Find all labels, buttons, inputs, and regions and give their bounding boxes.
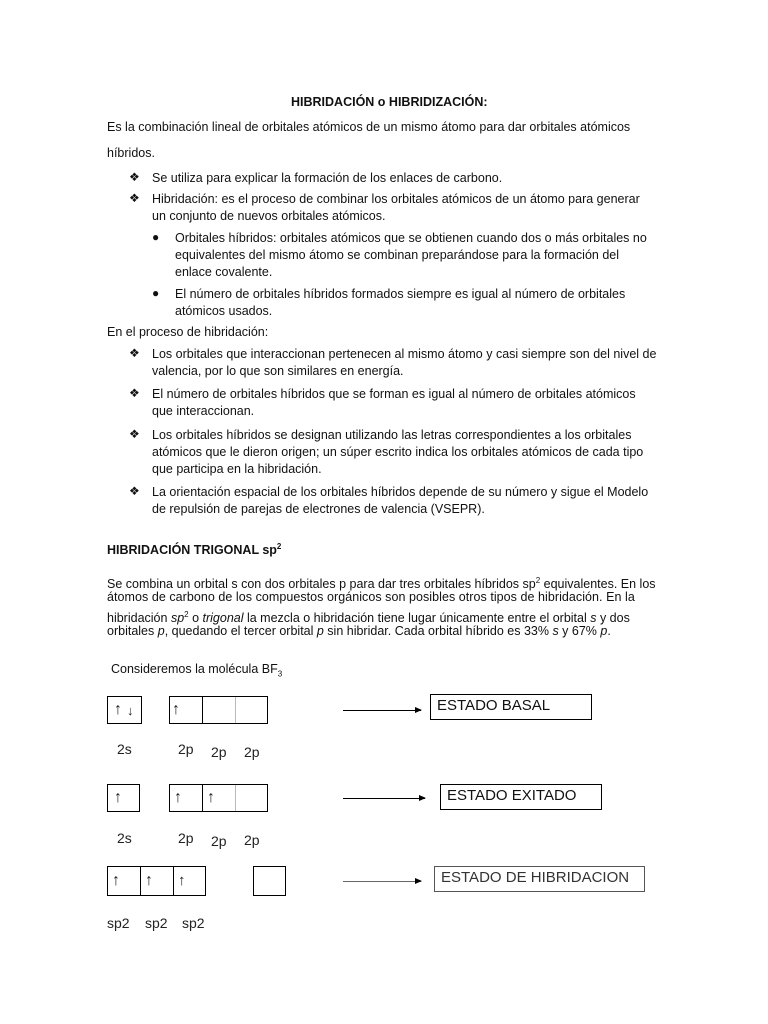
orbital-cell bbox=[170, 697, 203, 723]
para-line-3: hibridación $sp^2$ o trigonal la mezcla o hibridación tiene lugar únicamente entre el orbital s y dos bbox=[107, 610, 630, 626]
orbital-label: 2p bbox=[211, 744, 227, 760]
orbital-label: sp2 bbox=[145, 915, 168, 931]
electron-up-icon: ↑ bbox=[114, 701, 122, 718]
orbital-cell bbox=[203, 785, 236, 811]
electron-down-icon: ↓ bbox=[127, 703, 134, 718]
subbullet-text: equivalentes del mismo átomo se combinan preparándose para la formación del bbox=[175, 248, 620, 262]
bullet-text: que participa en la hibridación. bbox=[152, 462, 322, 476]
arrow-right-icon bbox=[343, 798, 425, 799]
orbital-cell bbox=[174, 867, 207, 895]
orbital-label: 2s bbox=[117, 741, 132, 757]
electron-up-icon: ↑ bbox=[174, 789, 182, 806]
orbital-label: sp2 bbox=[182, 915, 205, 931]
bullet-text: Los orbitales que interaccionan pertenecen al mismo átomo y casi siempre son del nivel de bbox=[152, 347, 657, 361]
state-label: ESTADO BASAL bbox=[430, 694, 592, 720]
subbullet-text: enlace covalente. bbox=[175, 265, 273, 279]
subbullet-text: El número de orbitales híbridos formados siempre es igual al número de orbitales bbox=[175, 287, 626, 301]
orbital-cell bbox=[203, 697, 236, 723]
intro-line-1: Es la combinación lineal de orbitales atómicos de un mismo átomo para dar orbitales atómicos bbox=[107, 120, 631, 134]
bullet-text: Los orbitales híbridos se designan utilizando las letras correspondientes a los orbitales bbox=[152, 428, 632, 442]
diamond-bullet-icon: ❖ bbox=[129, 386, 140, 400]
para-line-4: orbitales p, quedando el tercer orbital p sin hibridar. Cada orbital híbrido es 33% s y 67% p. bbox=[107, 624, 611, 638]
process-heading: En el proceso de hibridación: bbox=[107, 325, 269, 339]
bullet-text: Hibridación: es el proceso de combinar los orbitales atómicos de un átomo para generar bbox=[152, 192, 640, 206]
orbital-label: 2s bbox=[117, 830, 132, 846]
electron-up-icon: ↑ bbox=[112, 872, 120, 889]
subbullet-text: atómicos usados. bbox=[175, 304, 273, 318]
orbital-box-2s bbox=[107, 784, 140, 812]
electron-up-icon: ↑ bbox=[145, 872, 153, 889]
electron-up-icon: ↑ bbox=[172, 701, 180, 718]
orbital-label: 2p bbox=[178, 830, 194, 846]
bullet-text: un conjunto de nuevos orbitales atómicos. bbox=[152, 209, 386, 223]
diamond-bullet-icon: ❖ bbox=[129, 170, 140, 184]
electron-up-icon: ↑ bbox=[178, 872, 186, 889]
para-line-1: Se combina un orbital s con dos orbitales p para dar tres orbitales híbridos $sp^2$ equivalentes. En los bbox=[107, 576, 656, 592]
bullet-text: valencia, por lo que son similares en energía. bbox=[152, 364, 404, 378]
electron-up-icon: ↑ bbox=[114, 789, 122, 806]
page-title: HIBRIDACIÓN o HIBRIDIZACIÓN: bbox=[291, 95, 488, 109]
diamond-bullet-icon: ❖ bbox=[129, 427, 140, 441]
orbital-cell bbox=[236, 697, 269, 723]
orbital-label: 2p bbox=[178, 741, 194, 757]
orbital-label: 2p bbox=[211, 833, 227, 849]
diamond-bullet-icon: ❖ bbox=[129, 346, 140, 360]
molecule-line: Consideremos la molécula $BF_3$ bbox=[111, 662, 283, 679]
orbital-cell bbox=[141, 867, 174, 895]
state-label: ESTADO DE HIBRIDACION bbox=[434, 866, 645, 892]
orbital-box-sp2 bbox=[107, 866, 206, 896]
orbital-box-2p bbox=[169, 696, 268, 724]
orbital-cell bbox=[170, 785, 203, 811]
bullet-text: La orientación espacial de los orbitales híbridos depende de su número y sigue el Modelo bbox=[152, 485, 649, 499]
arrow-right-icon bbox=[343, 710, 421, 711]
para-line-2: átomos de carbono de los compuestos orgánicos son posibles otros tipos de hibridación. En la bbox=[107, 590, 635, 604]
orbital-label: 2p bbox=[244, 832, 260, 848]
dot-bullet-icon: ● bbox=[152, 230, 160, 244]
diamond-bullet-icon: ❖ bbox=[129, 191, 140, 205]
subbullet-text: Orbitales híbridos: orbitales atómicos que se obtienen cuando dos o más orbitales no bbox=[175, 231, 647, 245]
diamond-bullet-icon: ❖ bbox=[129, 484, 140, 498]
orbital-cell bbox=[108, 867, 141, 895]
state-label: ESTADO EXITADO bbox=[440, 784, 602, 810]
electron-up-icon: ↑ bbox=[207, 789, 215, 806]
orbital-box-2p bbox=[169, 784, 268, 812]
bullet-text: de repulsión de parejas de electrones de valencia (VSEPR). bbox=[152, 502, 485, 516]
orbital-box-2s bbox=[107, 696, 142, 724]
orbital-box-2p bbox=[253, 866, 286, 896]
dot-bullet-icon: ● bbox=[152, 286, 160, 300]
bullet-text: que interaccionan. bbox=[152, 404, 255, 418]
bullet-text: atómicos que le dieron origen; un súper escrito indica los orbitales atómicos de cada tipo bbox=[152, 445, 644, 459]
orbital-label: 2p bbox=[244, 744, 260, 760]
intro-line-2: híbridos. bbox=[107, 146, 155, 160]
bullet-text: El número de orbitales híbridos que se forman es igual al número de orbitales atómicos bbox=[152, 387, 636, 401]
trigonal-heading: HIBRIDACIÓN TRIGONAL $sp^2$ bbox=[107, 542, 282, 558]
arrow-right-icon bbox=[343, 881, 421, 882]
orbital-label: sp2 bbox=[107, 915, 130, 931]
orbital-cell bbox=[236, 785, 269, 811]
bullet-text: Se utiliza para explicar la formación de los enlaces de carbono. bbox=[152, 171, 503, 185]
